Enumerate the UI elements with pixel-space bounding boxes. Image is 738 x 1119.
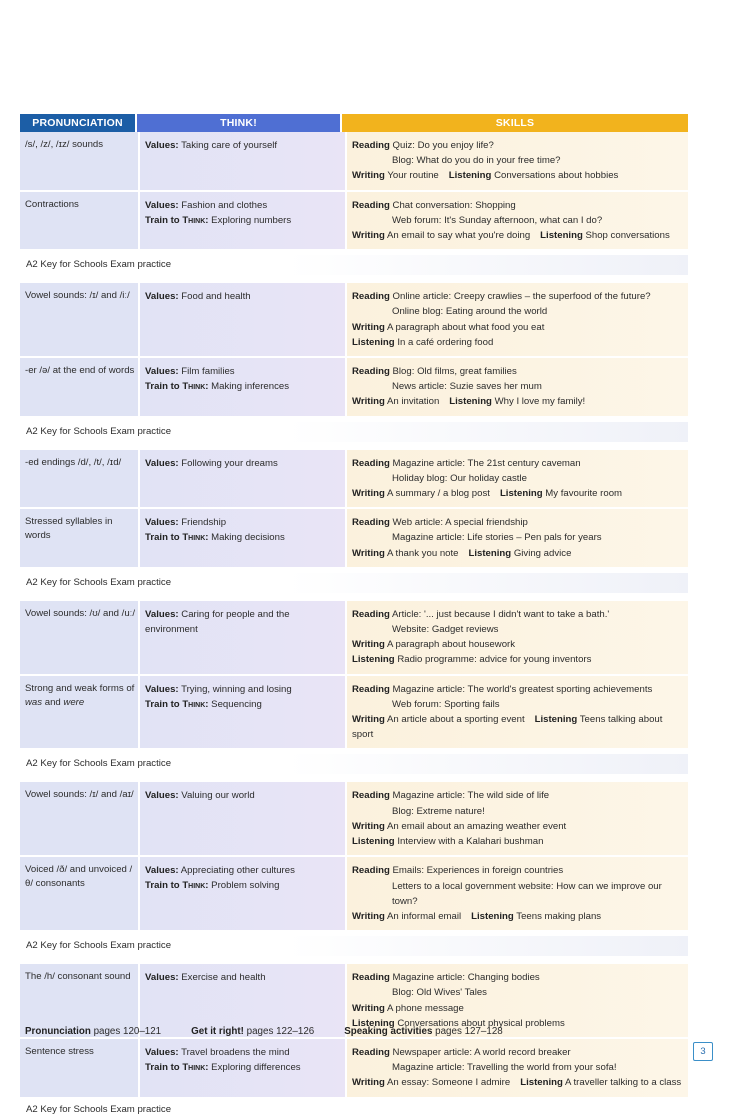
- skills-line: [352, 970, 684, 985]
- values-line: [145, 863, 342, 878]
- skills-line: [352, 652, 684, 667]
- skills-line: [352, 682, 684, 697]
- skill-type: Reading: [352, 199, 390, 211]
- skills-cell: [347, 192, 688, 250]
- values-text: Valuing our world: [181, 790, 255, 802]
- table-row: [20, 782, 688, 857]
- skill-text: Blog: Old films, great families: [392, 366, 517, 378]
- table-row: [20, 601, 688, 676]
- skill-type: Listening: [534, 714, 578, 726]
- skills-line: [352, 879, 684, 909]
- skill-type: Reading: [352, 291, 390, 303]
- skill-text: Chat conversation: Shopping: [392, 199, 516, 211]
- skills-cell: [347, 450, 688, 508]
- footer-item-title: Speaking activities: [344, 1026, 433, 1037]
- values-line: [145, 970, 342, 985]
- skill-text: Magazine article: The wild side of life: [392, 790, 550, 802]
- skills-line: [352, 379, 684, 394]
- values-label: Values:: [145, 972, 179, 984]
- exam-practice-label: A2 Key for Schools Exam practice: [20, 936, 688, 956]
- values-line: [145, 788, 342, 803]
- skill-type: Listening: [468, 547, 512, 559]
- skill-text: Your routine: [387, 170, 439, 182]
- skill-text: An email about an amazing weather event: [387, 820, 567, 832]
- skills-cell: [347, 782, 688, 855]
- skills-line: [352, 546, 684, 561]
- values-text: Fashion and clothes: [181, 199, 268, 211]
- values-label: Values:: [145, 199, 179, 211]
- table-row: [20, 1039, 688, 1099]
- values-label: Values:: [145, 1046, 179, 1058]
- values-line: [145, 1045, 342, 1060]
- train-prefix: Train to: [145, 381, 183, 393]
- skill-text: My favourite room: [545, 488, 623, 500]
- skill-type: Writing: [352, 396, 385, 408]
- footer-item-pages: pages 122–126: [243, 1026, 315, 1037]
- exam-practice-label: A2 Key for Schools Exam practice: [20, 422, 688, 442]
- skills-line: [352, 863, 684, 878]
- train-text: Exploring differences: [211, 1061, 301, 1073]
- skills-line: [352, 834, 684, 849]
- skill-text: Online blog: Eating around the world: [392, 306, 548, 318]
- skill-type: Reading: [352, 457, 390, 469]
- skill-type: Reading: [352, 790, 390, 802]
- skills-line: [352, 607, 684, 622]
- skills-cell: [347, 857, 688, 930]
- skill-type: Listening: [540, 230, 583, 242]
- skills-line: [352, 304, 684, 319]
- train-text: Making inferences: [211, 381, 290, 393]
- skills-line: [352, 471, 684, 486]
- train-think: Think: [182, 532, 206, 544]
- skills-cell: [347, 283, 688, 356]
- values-text: Taking care of yourself: [181, 140, 278, 151]
- syllabus-table: [20, 114, 688, 1119]
- table-row: [20, 676, 688, 751]
- skills-line: [352, 335, 684, 350]
- skill-text: An invitation: [387, 396, 440, 408]
- skills-cell: [347, 1039, 688, 1097]
- skill-text: Radio programme: advice for young inventors: [397, 654, 592, 666]
- skills-line: [352, 138, 684, 153]
- think-header: THINK!: [137, 114, 340, 132]
- table-row: [20, 283, 688, 358]
- values-text: Film families: [181, 366, 235, 378]
- skill-text: An informal email: [387, 910, 462, 922]
- skill-text: Web forum: It's Sunday afternoon, what can I do?: [392, 214, 603, 226]
- skills-line: [352, 622, 684, 637]
- skill-text: Holiday blog: Our holiday castle: [392, 472, 527, 484]
- train-label: [145, 215, 209, 226]
- think-cell: [140, 358, 345, 416]
- skills-line: [352, 515, 684, 530]
- skill-type: Writing: [352, 321, 385, 333]
- values-line: [145, 198, 342, 213]
- train-suffix: :: [205, 532, 209, 544]
- train-line: [145, 213, 342, 228]
- skill-type: Listening: [352, 1017, 395, 1029]
- think-cell: [140, 601, 345, 674]
- values-label: Values:: [145, 517, 179, 529]
- skill-type: Reading: [352, 366, 390, 378]
- skill-type: Listening: [449, 396, 492, 408]
- pronunciation-cell: Voiced /ð/ and unvoiced /θ/ consonants: [20, 857, 138, 930]
- skill-text: Blog: Old Wives' Tales: [392, 987, 487, 999]
- train-suffix: :: [205, 1061, 209, 1073]
- table-header: [20, 114, 688, 132]
- train-label: [145, 699, 209, 710]
- skill-type: Reading: [352, 865, 390, 877]
- think-cell: [140, 782, 345, 855]
- skill-text: Letters to a local government website: How can we improve our town?: [392, 880, 662, 907]
- page-number: 3: [693, 1042, 713, 1061]
- skill-text: Newspaper article: A world record breaker: [392, 1046, 571, 1058]
- train-prefix: Train to: [145, 698, 183, 710]
- skill-text: Teens making plans: [516, 910, 602, 922]
- skills-cell: [347, 601, 688, 674]
- skill-type: Listening: [499, 488, 543, 500]
- train-suffix: :: [205, 698, 209, 710]
- skill-text: Interview with a Kalahari bushman: [397, 836, 544, 848]
- skills-line: [352, 637, 684, 652]
- think-cell: [140, 283, 345, 356]
- skill-type: Listening: [471, 910, 514, 922]
- skill-type: Reading: [352, 140, 390, 151]
- train-think: Think: [182, 880, 206, 892]
- skill-type: Listening: [352, 336, 395, 348]
- values-line: [145, 682, 342, 697]
- train-think: Think: [182, 214, 206, 226]
- train-text: Exploring numbers: [211, 214, 292, 226]
- skill-type: Listening: [448, 170, 492, 182]
- pronunciation-cell: -ed endings /d/, /t/, /ɪd/: [20, 450, 138, 508]
- skill-text: Magazine article: The 21st century caveman: [392, 457, 581, 469]
- pronunciation-cell: The /h/ consonant sound: [20, 964, 138, 1037]
- table-row: [20, 132, 688, 192]
- skill-text: A paragraph about housework: [387, 639, 516, 651]
- skill-text: Magazine article: The world's greatest sporting achievements: [392, 683, 653, 695]
- table-row: [20, 857, 688, 932]
- footer: [25, 1026, 533, 1037]
- values-line: [145, 515, 342, 530]
- train-prefix: Train to: [145, 880, 183, 892]
- values-label: Values:: [145, 291, 179, 303]
- values-label: Values:: [145, 865, 179, 877]
- train-line: [145, 697, 342, 712]
- skills-line: [352, 486, 684, 501]
- exam-practice-label: A2 Key for Schools Exam practice: [20, 1101, 688, 1119]
- footer-item: [191, 1026, 314, 1037]
- skill-type: Writing: [352, 639, 385, 651]
- values-text: Trying, winning and losing: [181, 683, 292, 695]
- train-think: Think: [182, 1061, 206, 1073]
- skills-cell: [347, 509, 688, 567]
- skill-type: Writing: [352, 488, 385, 500]
- skill-text: News article: Suzie saves her mum: [392, 381, 542, 393]
- values-line: [145, 289, 342, 304]
- skills-line: [352, 289, 684, 304]
- pronunciation-cell: -er /ə/ at the end of words: [20, 358, 138, 416]
- pronunciation-cell: Contractions: [20, 192, 138, 250]
- skill-text: A phone message: [387, 1002, 464, 1014]
- skill-text: Web forum: Sporting fails: [392, 698, 500, 710]
- skill-text: Magazine article: Life stories – Pen pals for years: [392, 532, 602, 544]
- pronunciation-header: PRONUNCIATION: [20, 114, 135, 132]
- values-text: Travel broadens the mind: [181, 1046, 290, 1058]
- skill-type: Writing: [352, 230, 385, 242]
- skills-line: [352, 697, 684, 712]
- values-label: Values:: [145, 366, 179, 378]
- footer-item-pages: pages 120–121: [90, 1026, 162, 1037]
- skill-text: Conversations about physical problems: [397, 1017, 565, 1029]
- skills-line: [352, 394, 684, 409]
- values-label: Values:: [145, 608, 179, 620]
- footer-item-title: Get it right!: [191, 1026, 244, 1037]
- skills-cell: [347, 132, 688, 190]
- skills-line: [352, 1075, 684, 1090]
- train-label: [145, 532, 209, 543]
- skill-text: Web article: A special friendship: [392, 517, 528, 529]
- think-cell: [140, 1039, 345, 1097]
- skills-line: [352, 198, 684, 213]
- skill-text: Online article: Creepy crawlies – the superfood of the future?: [392, 291, 651, 303]
- values-text: Following your dreams: [181, 457, 278, 469]
- skills-cell: [347, 676, 688, 749]
- skill-type: Reading: [352, 517, 390, 529]
- footer-item: [344, 1026, 503, 1037]
- skill-type: Writing: [352, 1002, 385, 1014]
- train-line: [145, 878, 342, 893]
- units-body: [20, 132, 688, 1119]
- skill-type: Listening: [352, 654, 395, 666]
- skills-line: [352, 530, 684, 545]
- exam-practice-label: A2 Key for Schools Exam practice: [20, 573, 688, 593]
- train-suffix: :: [205, 214, 209, 226]
- footer-item: [25, 1026, 161, 1037]
- table-row: [20, 450, 688, 510]
- skill-type: Reading: [352, 1046, 390, 1058]
- think-cell: [140, 192, 345, 250]
- skill-type: Listening: [352, 836, 395, 848]
- skill-text: An essay: Someone I admire: [387, 1077, 511, 1089]
- values-label: Values:: [145, 457, 179, 469]
- think-cell: [140, 857, 345, 930]
- skills-line: [352, 320, 684, 335]
- skills-line: [352, 168, 684, 183]
- train-label: [145, 1062, 209, 1073]
- values-label: Values:: [145, 790, 179, 802]
- train-think: Think: [182, 381, 206, 393]
- think-cell: [140, 509, 345, 567]
- pronunciation-cell: Stressed syllables in words: [20, 509, 138, 567]
- values-text: Exercise and health: [181, 972, 266, 984]
- skill-text: Conversations about hobbies: [494, 170, 619, 182]
- train-think: Think: [182, 698, 206, 710]
- skill-text: In a café ordering food: [397, 336, 494, 348]
- values-line: [145, 456, 342, 471]
- pronunciation-cell: Vowel sounds: /ʊ/ and /uː/: [20, 601, 138, 674]
- train-line: [145, 379, 342, 394]
- skill-text: Shop conversations: [585, 230, 670, 242]
- think-cell: [140, 132, 345, 190]
- skill-type: Reading: [352, 683, 390, 695]
- skill-text: An article about a sporting event: [387, 714, 525, 726]
- skill-type: Writing: [352, 714, 385, 726]
- skill-text: Magazine article: Travelling the world from your sofa!: [392, 1062, 617, 1074]
- values-text: Appreciating other cultures: [180, 865, 295, 877]
- exam-practice-label: A2 Key for Schools Exam practice: [20, 754, 688, 774]
- skill-text: Quiz: Do you enjoy life?: [392, 140, 494, 151]
- skill-text: A traveller talking to a class: [564, 1077, 682, 1089]
- table-row: [20, 509, 688, 569]
- table-row: [20, 192, 688, 252]
- skills-line: [352, 819, 684, 834]
- skill-text: Magazine article: Changing bodies: [392, 972, 540, 984]
- footer-item-title: Pronunciation: [25, 1026, 91, 1037]
- skills-line: [352, 1045, 684, 1060]
- skill-text: An email to say what you're doing: [387, 230, 531, 242]
- skill-type: Writing: [352, 1077, 385, 1089]
- train-text: Making decisions: [211, 532, 285, 544]
- skills-line: [352, 804, 684, 819]
- skill-text: Website: Gadget reviews: [392, 624, 499, 636]
- pronunciation-cell: Vowel sounds: /ɪ/ and /iː/: [20, 283, 138, 356]
- values-text: Food and health: [181, 291, 251, 303]
- pronunciation-cell: Strong and weak forms of was and were: [20, 676, 138, 749]
- skill-text: Blog: What do you do in your free time?: [392, 155, 561, 167]
- train-prefix: Train to: [145, 214, 183, 226]
- skill-text: Why I love my family!: [494, 396, 586, 408]
- skills-line: [352, 228, 684, 243]
- skills-line: [352, 1001, 684, 1016]
- train-text: Sequencing: [211, 698, 262, 710]
- skill-text: A paragraph about what food you eat: [387, 321, 545, 333]
- skill-text: A thank you note: [387, 547, 459, 559]
- skill-type: Listening: [520, 1077, 563, 1089]
- skills-cell: [347, 358, 688, 416]
- values-line: [145, 138, 342, 153]
- skills-line: [352, 788, 684, 803]
- skill-type: Reading: [352, 608, 390, 620]
- skill-text: Emails: Experiences in foreign countries: [392, 865, 564, 877]
- skills-line: [352, 985, 684, 1000]
- skill-type: Reading: [352, 972, 390, 984]
- train-label: [145, 880, 209, 891]
- train-suffix: :: [205, 381, 209, 393]
- skill-type: Writing: [352, 547, 385, 559]
- skills-header: SKILLS: [342, 114, 688, 132]
- skills-line: [352, 1060, 684, 1075]
- skills-line: [352, 712, 684, 742]
- values-text: Caring for people and the environment: [145, 608, 290, 635]
- skill-text: Blog: Extreme nature!: [392, 805, 485, 817]
- pronunciation-cell: /s/, /z/, /ɪz/ sounds: [20, 132, 138, 190]
- skills-line: [352, 909, 684, 924]
- skill-type: Writing: [352, 910, 385, 922]
- footer-item-pages: pages 127–128: [432, 1026, 503, 1037]
- train-prefix: Train to: [145, 1061, 183, 1073]
- train-prefix: Train to: [145, 532, 183, 544]
- skills-line: [352, 364, 684, 379]
- train-suffix: :: [205, 880, 209, 892]
- train-text: Problem solving: [211, 880, 280, 892]
- skill-text: A summary / a blog post: [387, 488, 490, 500]
- pronunciation-cell: Vowel sounds: /ɪ/ and /aɪ/: [20, 782, 138, 855]
- values-label: Values:: [145, 683, 179, 695]
- think-cell: [140, 450, 345, 508]
- values-line: [145, 607, 342, 637]
- skills-line: [352, 456, 684, 471]
- values-line: [145, 364, 342, 379]
- train-label: [145, 381, 209, 392]
- skills-line: [352, 213, 684, 228]
- values-label: Values:: [145, 140, 179, 151]
- skill-text: Giving advice: [513, 547, 572, 559]
- skills-line: [352, 153, 684, 168]
- values-text: Friendship: [181, 517, 227, 529]
- skill-type: Writing: [352, 170, 385, 182]
- skill-text: Teens talking about sport: [352, 714, 663, 741]
- table-row: [20, 358, 688, 418]
- skill-text: Article: '... just because I didn't want to take a bath.': [392, 608, 610, 620]
- skill-type: Writing: [352, 820, 385, 832]
- exam-practice-label: A2 Key for Schools Exam practice: [20, 255, 688, 275]
- pronunciation-cell: Sentence stress: [20, 1039, 138, 1097]
- train-line: [145, 1060, 342, 1075]
- train-line: [145, 530, 342, 545]
- think-cell: [140, 676, 345, 749]
